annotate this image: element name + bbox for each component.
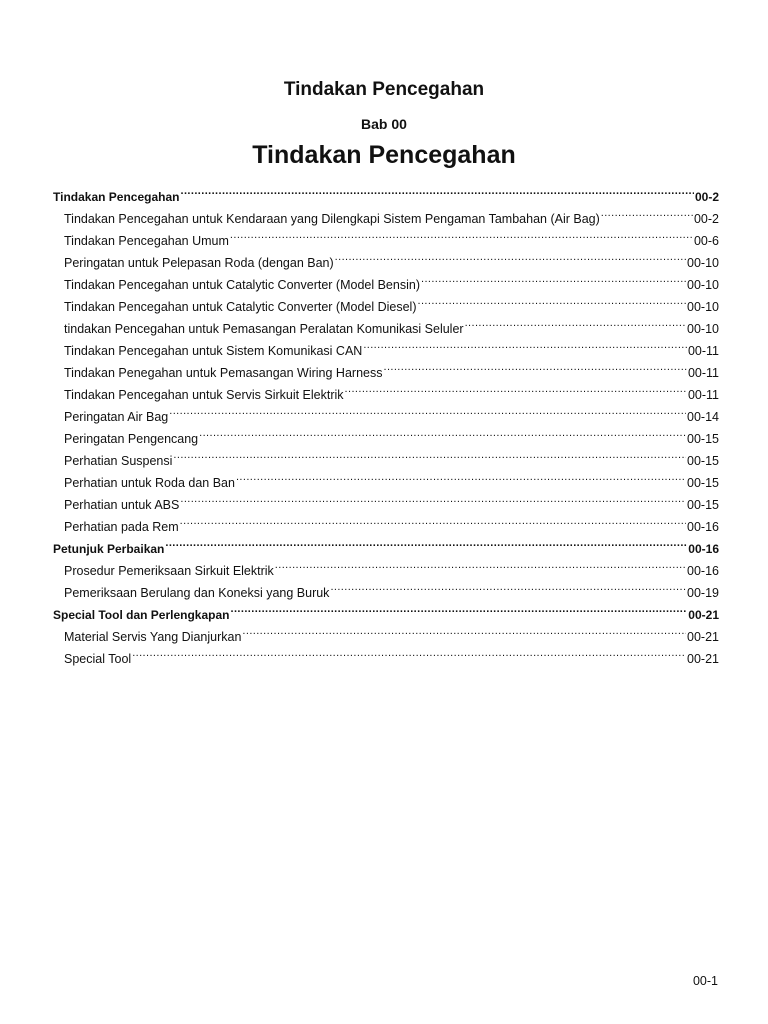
dot-leader: [181, 179, 694, 201]
toc-entry-page: 00-2: [693, 212, 719, 226]
toc-entry-title: Perhatian untuk Roda dan Ban: [64, 476, 235, 490]
toc-entry-page: 00-11: [687, 344, 719, 358]
toc-entry-page: 00-6: [693, 234, 719, 248]
toc-entry-title: Tindakan Pencegahan untuk Kendaraan yang Dilengkapi Sistem Pengaman Tambahan (Air Bag): [64, 212, 600, 226]
dot-leader: [173, 443, 686, 465]
toc-entry-page: 00-10: [687, 256, 719, 270]
dot-leader: [132, 641, 686, 663]
dot-leader: [199, 421, 686, 443]
toc-entry-title: Material Servis Yang Dianjurkan: [64, 630, 242, 644]
toc-entry-page: 00-11: [687, 366, 719, 380]
dot-leader: [230, 223, 693, 245]
toc-entry-page: 00-16: [687, 564, 719, 578]
toc-entry-page: 00-15: [687, 476, 719, 490]
toc-entry-title: Peringatan Air Bag: [64, 410, 169, 424]
dot-leader: [236, 465, 686, 487]
toc-entry-title: Tindakan Penegahan untuk Pemasangan Wiring Harness: [64, 366, 383, 380]
toc-entry-title: Tindakan Pencegahan Umum: [64, 234, 229, 248]
toc-entry-page: 00-15: [687, 432, 719, 446]
toc-entry-title: Tindakan Pencegahan untuk Catalytic Converter (Model Bensin): [64, 278, 420, 292]
toc-entry-page: 00-21: [687, 630, 719, 644]
toc-entry-page: 00-15: [687, 498, 719, 512]
toc-entry-title: Tindakan Pencegahan untuk Catalytic Converter (Model Diesel): [64, 300, 417, 314]
toc-entry-page: 00-2: [694, 190, 719, 204]
running-title: Tindakan Pencegahan: [283, 79, 485, 100]
toc-entry-title: Perhatian untuk ABS: [64, 498, 180, 512]
dot-leader: [275, 553, 686, 575]
toc-entry-title: Perhatian Suspensi: [64, 454, 173, 468]
dot-leader: [601, 201, 693, 223]
toc-entry-title: tindakan Pencegahan untuk Pemasangan Peralatan Komunikasi Seluler: [64, 322, 464, 336]
toc-entry-title: Pemeriksaan Berulang dan Koneksi yang Buruk: [64, 586, 330, 600]
toc-entry-title: Perhatian pada Rem: [64, 520, 179, 534]
toc-entry[interactable]: [53, 641, 719, 666]
dot-leader: [345, 377, 687, 399]
toc-entry-title: Special Tool dan Perlengkapan: [53, 608, 230, 622]
toc-entry-title: Peringatan Pengencang: [64, 432, 199, 446]
toc-entry-page: 00-14: [687, 410, 719, 424]
toc-entry-page: 00-16: [688, 542, 719, 556]
toc-section-entry[interactable]: [53, 179, 719, 204]
toc-entry-page: 00-10: [687, 322, 719, 336]
toc-entry-title: Peringatan untuk Pelepasan Roda (dengan Ban): [64, 256, 334, 270]
toc-entry-title: Tindakan Pencegahan untuk Sistem Komunikasi CAN: [64, 344, 363, 358]
toc-entry-page: 00-16: [687, 520, 719, 534]
dot-leader: [180, 509, 686, 531]
toc-entry-title: Tindakan Pencegahan: [53, 190, 180, 204]
dot-leader: [465, 311, 686, 333]
chapter-title: Tindakan Pencegahan: [252, 141, 516, 169]
toc-entry-page: 00-10: [687, 300, 719, 314]
dot-leader: [363, 333, 687, 355]
toc-entry-page: 00-10: [687, 278, 719, 292]
dot-leader: [421, 267, 686, 289]
toc-entry-title: Prosedur Pemeriksaan Sirkuit Elektrik: [64, 564, 274, 578]
dot-leader: [231, 597, 688, 619]
toc-entry-page: 00-15: [687, 454, 719, 468]
toc-entry-page: 00-11: [687, 388, 719, 402]
table-of-contents: [53, 179, 719, 666]
dot-leader: [418, 289, 687, 311]
dot-leader: [330, 575, 686, 597]
chapter-label: Bab 00: [361, 116, 407, 132]
toc-entry-title: Tindakan Pencegahan untuk Servis Sirkuit Elektrik: [64, 388, 344, 402]
dot-leader: [180, 487, 686, 509]
dot-leader: [169, 399, 686, 421]
dot-leader: [335, 245, 686, 267]
dot-leader: [242, 619, 686, 641]
dot-leader: [383, 355, 686, 377]
page-number: 00-1: [692, 974, 718, 988]
toc-entry-title: Petunjuk Perbaikan: [53, 542, 165, 556]
dot-leader: [165, 531, 687, 553]
toc-entry-page: 00-19: [687, 586, 719, 600]
toc-entry-title: Special Tool: [64, 652, 132, 666]
toc-entry-page: 00-21: [687, 652, 719, 666]
toc-entry-page: 00-21: [688, 608, 719, 622]
